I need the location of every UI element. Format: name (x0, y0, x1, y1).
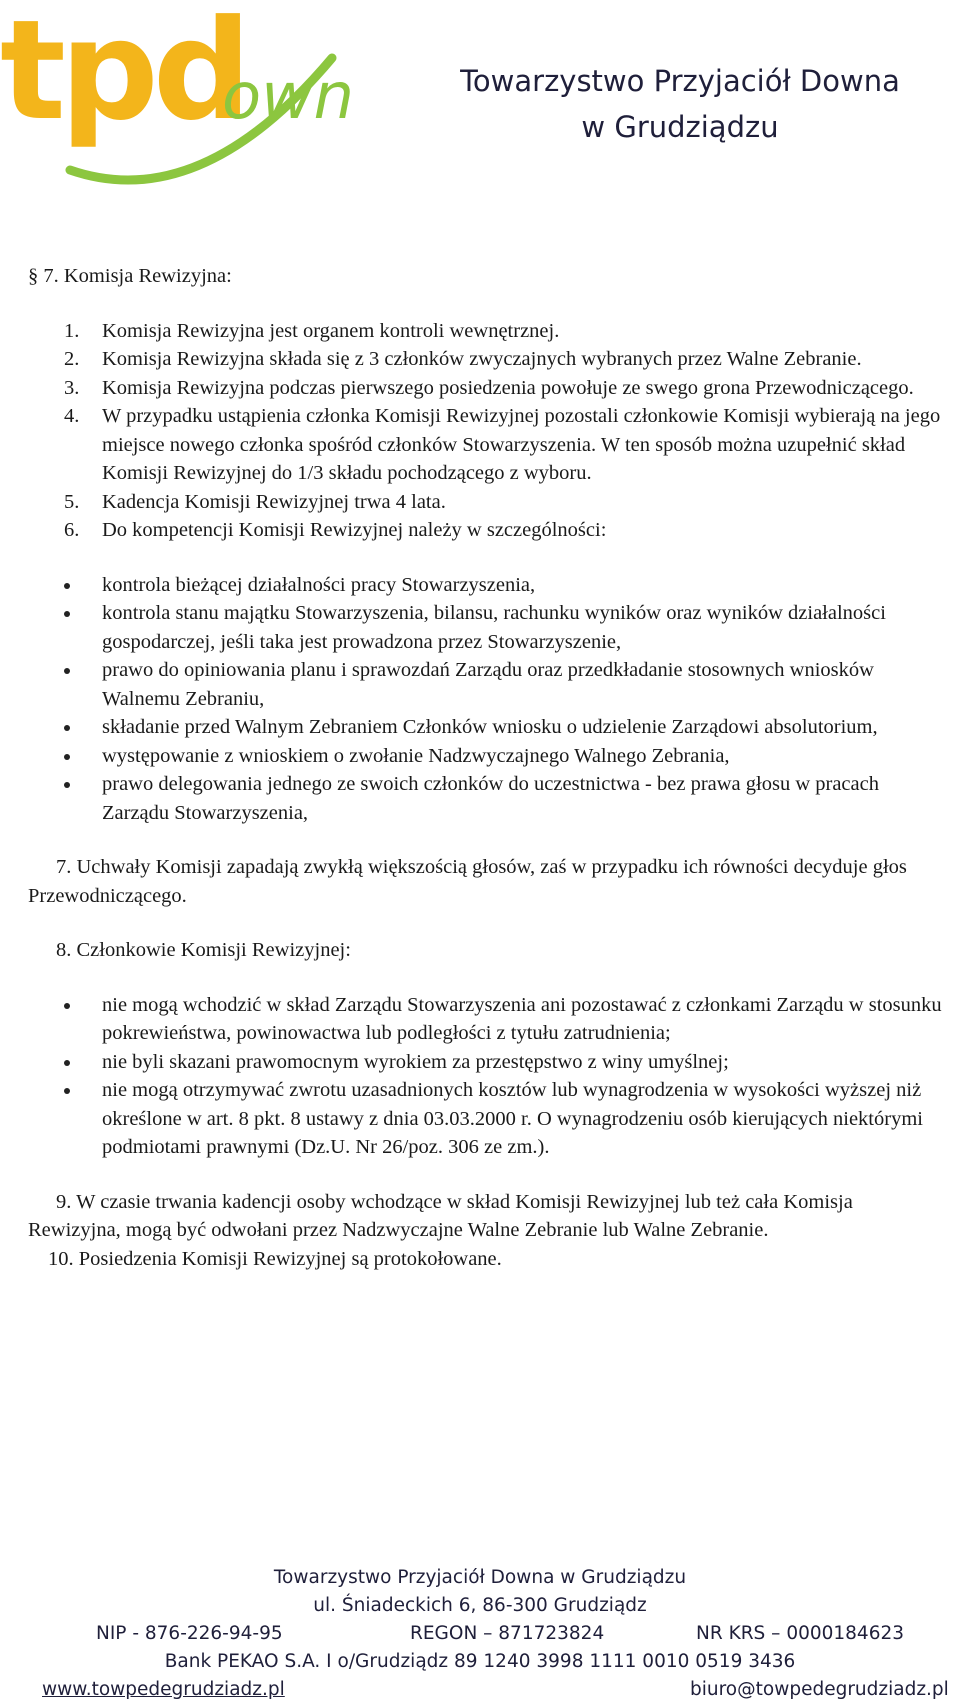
section-heading: § 7. Komisja Rewizyjna: (28, 265, 232, 287)
list-item-text: Komisja Rewizyjna składa się z 3 członków zwyczajnych wybranych przez Walne Zebranie. (102, 348, 862, 370)
list-number: 1. (64, 319, 80, 342)
website-link[interactable]: www.towpedegrudziadz.pl (42, 1679, 285, 1700)
list-number: 6. (64, 519, 80, 541)
bullet-item: składanie przed Walnym Zebraniem Członków wniosku o udzielenie Zarządowi absolutorium, (28, 713, 948, 742)
list-item (28, 516, 948, 545)
bullet-item: kontrola stanu majątku Stowarzyszenia, bilansu, rachunku wyników oraz wyników działalności gospodarczej, jeśli taka jest prowadzona przez Stowarzyszenie, (28, 599, 948, 656)
bullet-item: nie mogą wchodzić w skład Zarządu Stowarzyszenia ani pozostawać z członkami Zarządu w stosunku pokrewieństwa, powinowactwa lub podległości z tytułu zatrudnienia; (28, 991, 948, 1048)
footer-email: biuro@towpedegrudziadz.pl (690, 1679, 949, 1700)
footer-contact-row (0, 1676, 960, 1704)
bullet-item: prawo do opiniowania planu i sprawozdań Zarządu oraz przedkładanie stosownych wniosków Walnemu Zebraniu, (28, 656, 948, 713)
numbered-list (28, 317, 948, 545)
footer-regon: REGON – 871723824 (410, 1623, 605, 1644)
list-item-text: Komisja Rewizyjna jest organem kontroli wewnętrznej. (102, 319, 560, 342)
list-item (28, 317, 948, 346)
list-number: 3. (64, 376, 80, 399)
footer-address: ul. Śniadeckich 6, 86-300 Grudziądz (313, 1595, 647, 1616)
list-item (28, 374, 948, 403)
paragraph-7: 7. Uchwały Komisji zapadają zwykłą większością głosów, zaś w przypadku ich równości decyduje głos Przewodniczącego. (28, 856, 907, 907)
list-item (28, 345, 948, 374)
page-footer (0, 1564, 960, 1704)
members-rules-list (28, 991, 948, 1162)
footer-bank: Bank PEKAO S.A. I o/Grudziądz 89 1240 3998 1111 0010 0519 3436 (164, 1651, 796, 1672)
list-number: 5. (64, 490, 80, 513)
paragraph-9: 9. W czasie trwania kadencji osoby wchodzące w skład Komisji Rewizyjnej lub też cała Komisja Rewizyjna, mogą być odwołani przez Nadzwyczajne Walne Zebranie lub Walne Zebranie. (28, 1190, 853, 1241)
footer-registry-row (0, 1620, 960, 1648)
organization-title (420, 58, 940, 150)
list-item (28, 488, 948, 517)
list-item-text: W przypadku ustąpienia członka Komisji Rewizyjnej pozostali członkowie Komisji wybierają na jego miejsce nowego członka spośród członków Stowarzyszenia. W ten sposób można uzupełnić skład Komisji Rewizyjnej do 1/3 składu pochodzącego z wyboru. (102, 405, 941, 484)
bullet-item: nie mogą otrzymywać zwrotu uzasadnionych kosztów lub wynagrodzenia w wysokości wyższej niż określone w art. 8 pkt. 8 ustawy z dnia 03.03.2000 r. O wynagrodzeniu osób kierujących niektórymi podmiotami prawnymi (Dz.U. Nr 26/poz. 306 ze zm.). (28, 1076, 948, 1162)
bullet-item: nie byli skazani prawomocnym wyrokiem za przestępstwo z winy umyślnej; (28, 1048, 948, 1077)
paragraph-8: 8. Członkowie Komisji Rewizyjnej: (56, 939, 351, 961)
list-item (28, 402, 948, 488)
document-body (28, 262, 948, 1273)
list-item-text: Do kompetencji Komisji Rewizyjnej należy w szczególności: (102, 519, 607, 541)
logo-text-own: own (222, 60, 355, 134)
list-item-text: Kadencja Komisji Rewizyjnej trwa 4 lata. (102, 490, 446, 513)
paragraph-10: 10. Posiedzenia Komisji Rewizyjnej są protokołowane. (48, 1247, 502, 1270)
tpdown-logo (0, 0, 355, 210)
list-number: 2. (64, 348, 80, 370)
list-number: 4. (64, 405, 80, 427)
bullet-item: prawo delegowania jednego ze swoich członków do uczestnictwa - bez prawa głosu w pracach Zarządu Stowarzyszenia, (28, 770, 948, 827)
bullet-item: występowanie z wnioskiem o zwołanie Nadzwyczajnego Walnego Zebrania, (28, 742, 948, 771)
competences-list (28, 571, 948, 828)
footer-nip: NIP - 876-226-94-95 (96, 1623, 283, 1644)
footer-org-name: Towarzystwo Przyjaciół Downa w Grudziądzu (273, 1567, 687, 1588)
list-item-text: Komisja Rewizyjna podczas pierwszego posiedzenia powołuje ze swego grona Przewodniczącego. (102, 376, 914, 399)
organization-title-line2: w Grudziądzu (581, 110, 779, 144)
bullet-item: kontrola bieżącej działalności pracy Stowarzyszenia, (28, 571, 948, 600)
footer-krs: NR KRS – 0000184623 (696, 1623, 905, 1644)
organization-title-line1: Towarzystwo Przyjaciół Downa (460, 64, 900, 98)
logo-text-tpd: tpd (0, 0, 246, 151)
